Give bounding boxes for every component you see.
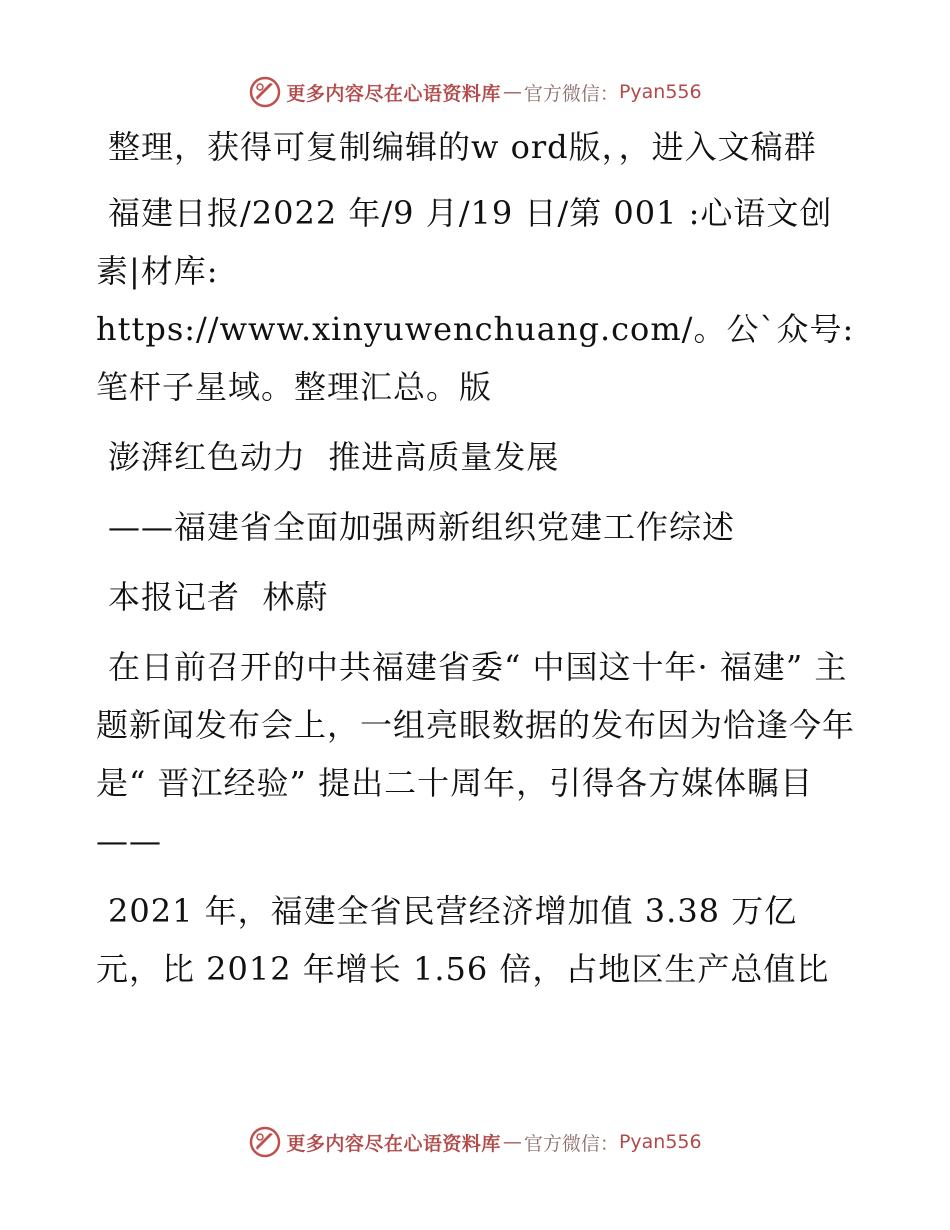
watermark-wechat-id: Pyan556 <box>618 81 702 103</box>
watermark-wechat-id: Pyan556 <box>618 1131 702 1153</box>
article-subtitle: ——福建省全面加强两新组织党建工作综述 <box>108 508 736 546</box>
footer-watermark <box>0 1122 950 1162</box>
article-byline: 本报记者 林蔚 <box>108 578 329 616</box>
intro-paragraph: 整理，获得可复制编辑的w ord版，，进入文稿群 <box>108 128 817 166</box>
quill-seal-icon <box>248 1125 282 1159</box>
watermark-official-label: 官方微信： <box>523 1132 619 1155</box>
watermark-brand: 更多内容尽在心语资料库 <box>286 82 501 105</box>
watermark-dash: — <box>502 1131 522 1153</box>
body-paragraph-2: 2021 年，福建全省民营经济增加值 3.38 万亿元，比 2012 年增长 1.56 倍，占地区生产总值比 <box>96 892 830 988</box>
document-body <box>96 118 866 1010</box>
article-title: 澎湃红色动力 推进高质量发展 <box>108 438 560 476</box>
body-paragraph-1: 在日前召开的中共福建省委“ 中国这十年· 福建” 主题新闻发布会上，一组亮眼数据的发布因为恰逢今年是“ 晋江经验” 提出二十周年，引得各方媒体瞩目—— <box>96 648 856 860</box>
watermark-official-label: 官方微信： <box>523 82 619 105</box>
header-watermark <box>0 72 950 112</box>
watermark-dash: — <box>502 81 522 103</box>
source-paragraph: 福建日报/2022 年/9 月/19 日/第 001 :心语文创素|材库: https://www.xinyuwenchuang.com/。公`众号: 笔杆子星域。整理汇总。版 <box>96 194 866 406</box>
quill-seal-icon <box>248 75 282 109</box>
watermark-brand: 更多内容尽在心语资料库 <box>286 1132 501 1155</box>
